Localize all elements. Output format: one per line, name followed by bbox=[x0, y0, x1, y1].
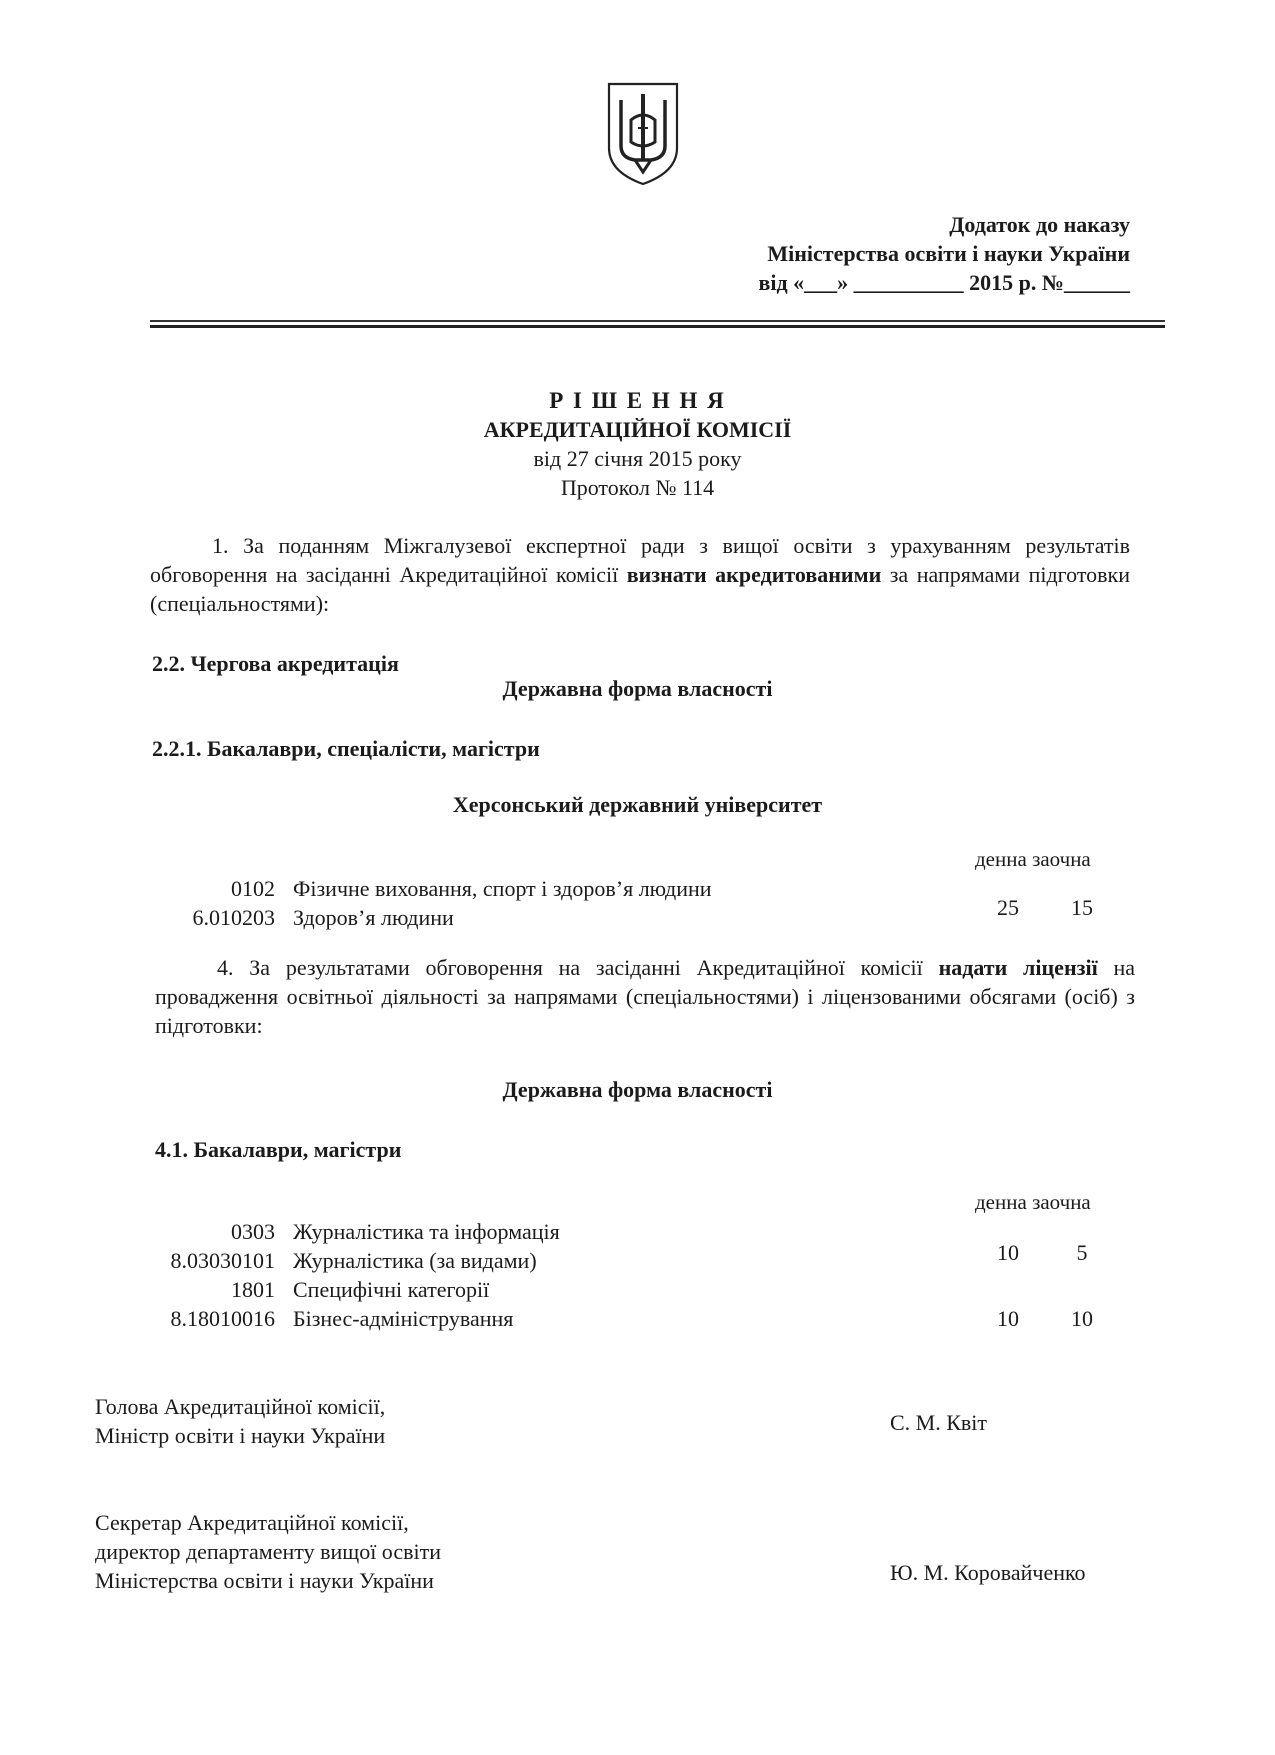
row-code: 0102 bbox=[231, 876, 275, 901]
secretary-name: Ю. М. Коровайченко bbox=[890, 1560, 1086, 1585]
addendum-line-1: Додаток до наказу bbox=[949, 212, 1130, 237]
chair-title bbox=[95, 1392, 385, 1450]
secretary-title bbox=[95, 1508, 441, 1595]
row-name: Специфічні категорії bbox=[293, 1277, 490, 1302]
column-headers-1 bbox=[975, 847, 1135, 872]
table-row bbox=[0, 1240, 1275, 1277]
row-name: Фізичне виховання, спорт і здоров’я людини bbox=[293, 876, 712, 901]
addendum-line-3: від «___» __________ 2015 р. №______ bbox=[758, 270, 1130, 295]
header-divider-thick bbox=[150, 325, 1165, 328]
section-1-intro-emphasis: визнати акредитованими bbox=[626, 562, 882, 587]
chair-title-line-1: Голова Акредитаційної комісії, bbox=[95, 1394, 386, 1419]
secretary-title-line-3: Міністерства освіти і науки України bbox=[95, 1568, 434, 1593]
section-subheading: 2.2. Чергова акредитація bbox=[152, 651, 399, 676]
column-day-2: денна bbox=[975, 1190, 1027, 1214]
section-1-intro bbox=[150, 531, 1130, 618]
row-code: 1801 bbox=[231, 1277, 275, 1302]
ownership-heading-1: Державна форма власності bbox=[502, 676, 773, 701]
column-correspondence-2: заочна bbox=[1032, 1190, 1091, 1214]
table-row bbox=[0, 1277, 1275, 1306]
row-name: Журналістика та інформація bbox=[293, 1219, 560, 1244]
section-4-intro-tail: на провадження освітньої діяльності за напрямами (спеціальностями) і ліцензованими обсягами (осіб) з підготовки: bbox=[155, 955, 1135, 1038]
document-title: Р І Ш Е Н Н Я bbox=[549, 388, 726, 413]
secretary-title-line-2: директор департаменту вищої освіти bbox=[95, 1539, 442, 1564]
row-name: Здоров’я людини bbox=[293, 905, 454, 930]
row-name: Бізнес-адміністрування bbox=[293, 1306, 514, 1331]
section-1-intro-text: 1. За поданням Міжгалузевої експертної ради з вищої освіти з урахуванням результатів обговорення на засіданні Акредитаційної комісії bbox=[150, 533, 1130, 587]
section-4-intro bbox=[155, 953, 1135, 1040]
column-headers-2 bbox=[975, 1190, 1135, 1215]
document-subtitle: АКРЕДИТАЦІЙНОЇ КОМІСІЇ bbox=[483, 417, 792, 442]
table-row bbox=[0, 1306, 1275, 1335]
row-code: 8.18010016 bbox=[170, 1306, 275, 1331]
row-code: 0303 bbox=[231, 1219, 275, 1244]
header-divider-thin bbox=[150, 320, 1165, 322]
level-heading-2: 4.1. Бакалаври, магістри bbox=[155, 1137, 402, 1162]
document-date: від 27 січня 2015 року bbox=[533, 446, 742, 471]
chair-name: С. М. Квіт bbox=[890, 1410, 988, 1435]
section-4-intro-text: 4. За результатами обговорення на засіданні Акредитаційної комісії bbox=[217, 955, 939, 980]
level-heading-1: 2.2.1. Бакалаври, спеціалісти, магістри bbox=[152, 736, 540, 761]
institution-name: Херсонський державний університет bbox=[452, 792, 823, 817]
section-1-intro-tail: за напрямами підготовки (спеціальностями): bbox=[150, 562, 1131, 616]
secretary-title-line-1: Секретар Акредитаційної комісії, bbox=[95, 1510, 409, 1535]
protocol-number: Протокол № 114 bbox=[560, 475, 715, 500]
column-correspondence-1: заочна bbox=[1032, 847, 1091, 871]
row-correspondence: 5 bbox=[1076, 1240, 1088, 1265]
row-correspondence: 15 bbox=[1071, 895, 1093, 920]
section-4-intro-emphasis: надати ліцензії bbox=[938, 955, 1098, 980]
table-row bbox=[0, 895, 1275, 934]
row-day: 10 bbox=[997, 1306, 1019, 1331]
row-name: Журналістика (за видами) bbox=[293, 1248, 537, 1273]
row-code: 8.03030101 bbox=[170, 1248, 275, 1273]
row-code: 6.010203 bbox=[192, 905, 275, 930]
chair-title-line-2: Міністр освіти і науки України bbox=[95, 1423, 386, 1448]
row-correspondence: 10 bbox=[1071, 1306, 1093, 1331]
ownership-heading-2: Державна форма власності bbox=[502, 1077, 773, 1102]
row-day: 10 bbox=[997, 1240, 1019, 1265]
column-day-1: денна bbox=[975, 847, 1027, 871]
row-day: 25 bbox=[997, 895, 1019, 920]
addendum-block bbox=[759, 210, 1130, 297]
coat-of-arms-icon bbox=[605, 80, 681, 188]
addendum-line-2: Міністерства освіти і науки України bbox=[767, 241, 1130, 266]
